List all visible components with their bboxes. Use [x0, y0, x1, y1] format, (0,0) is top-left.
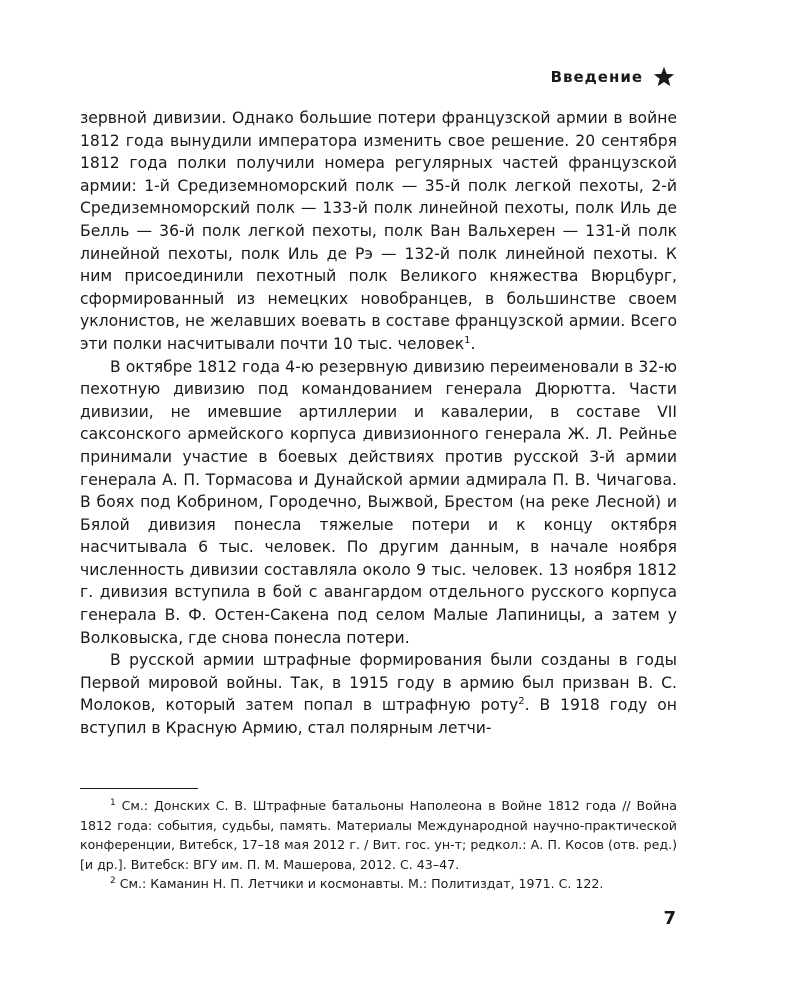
paragraph: [80, 649, 677, 739]
footnote-number: 2: [110, 875, 116, 886]
section-title: Введение: [550, 68, 643, 86]
paragraph-text: . В 1918 году он вступил в Красную Армию, стал полярным летчи-: [80, 696, 677, 738]
footnote-ref[interactable]: 1: [464, 334, 471, 346]
running-header: [551, 66, 675, 88]
footnote-divider: [80, 788, 198, 789]
footnote-number: 1: [110, 797, 116, 808]
footnote-text: См.: Каманин Н. П. Летчики и космонавты. М.: Политиздат, 1971. С. 122.: [115, 876, 604, 891]
footnote-ref[interactable]: 2: [518, 696, 525, 708]
footnote: [80, 874, 677, 894]
footnote: [80, 796, 677, 874]
paragraph-text: В русской армии штрафные формирования были созданы в годы Первой мировой войны. Так, в 1915 году в армию был призван В. С. Молоков, который затем попал в штрафную роту: [80, 651, 677, 715]
paragraph: [80, 107, 677, 356]
page-number: 7: [663, 908, 676, 929]
paragraph-text: зервной дивизии. Однако большие потери французской армии в войне 1812 года вынудили императора изменить свое решение. 20 сентября 1812 года полки получили номера регулярных частей французской армии: 1-й Средиземноморский полк — 35-й полк легкой пехоты, 2-й Средиземноморский полк — 133-й полк линейной пехоты, полк Иль де Белль — 36-й полк легкой пехоты, полк Ван Вальхерен — 131-й полк линейной пехоты, полк Иль де Рэ — 132-й полк линейной пехоты. К ним присоединили пехотный полк Великого княжества Вюрцбург, сформированный из немецких новобранцев, в большинстве своем уклонистов, не желавших воевать в составе французской армии. Всего эти полки насчитывали почти 10 тыс. человек: [80, 109, 677, 353]
paragraph-end: .: [470, 334, 476, 353]
star-icon: [653, 66, 675, 88]
footnote-text: См.: Донских С. В. Штрафные батальоны Наполеона в Войне 1812 года // Война 1812 года: события, судьбы, память. Материалы Международной научно-практической конференции, Витебск, 17–18 мая 2012 г. / Вит. гос. ун-т; редкол.: А. П. Косов (отв. ред.) [и др.]. Витебск: ВГУ им. П. М. Машерова, 2012. С. 43–47.: [80, 798, 677, 872]
paragraph: В октябре 1812 года 4-ю резервную дивизию переименовали в 32-ю пехотную дивизию под командованием генерала Дюрютта. Части дивизии, не имевшие артиллерии и кавалерии, в составе VII саксонского армейского корпуса дивизионного генерала Ж. Л. Рейнье принимали участие в боевых действиях против русской 3-й армии генерала А. П. Тормасова и Дунайской армии адмирала П. В. Чичагова. В боях под Кобрином, Городечно, Выжвой, Брестом (на реке Лесной) и Бялой дивизия понесла тяжелые потери и к концу октября насчитывала 6 тыс. человек. По другим данным, в начале ноября численность дивизии составляла около 9 тыс. человек. 13 ноября 1812 г. дивизия вступила в бой с авангардом отдельного русского корпуса генерала В. Ф. Остен-Сакена под селом Малые Лапиницы, а затем у Волковыска, где снова понесла потери.: [80, 357, 677, 647]
body-text: [80, 107, 677, 740]
footnotes: [80, 796, 677, 894]
